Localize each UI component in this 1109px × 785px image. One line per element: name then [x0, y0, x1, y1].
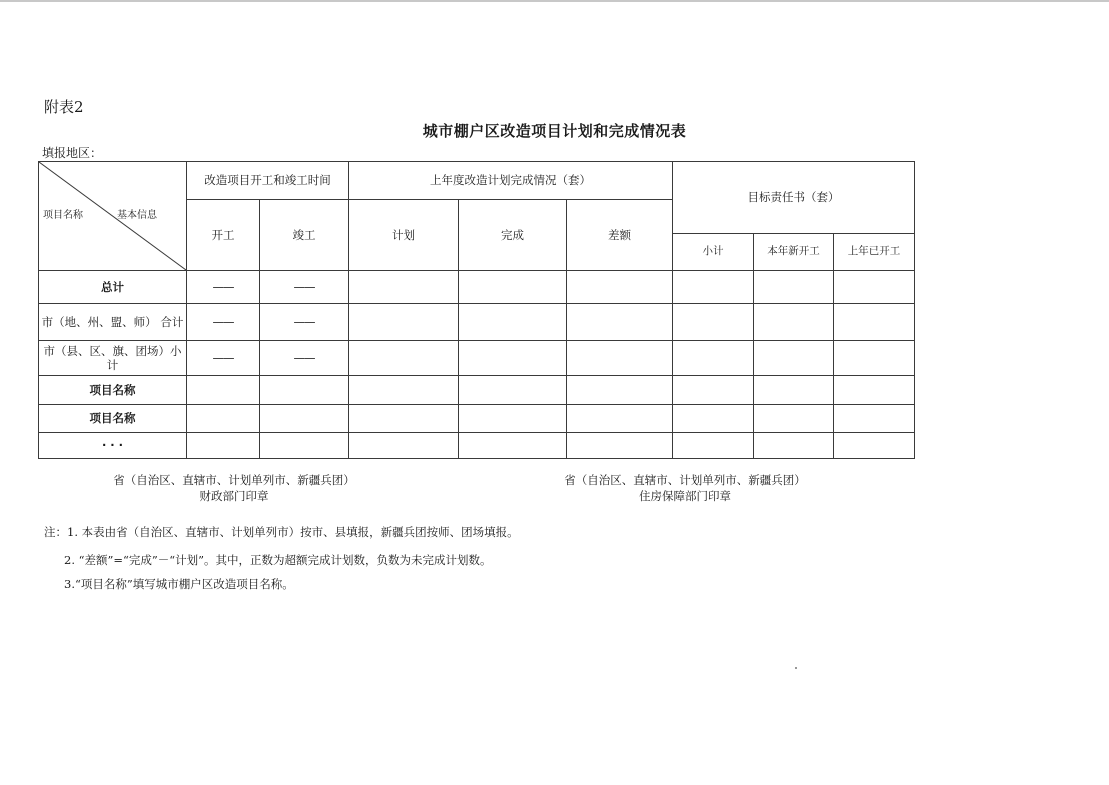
diff-cell: [567, 341, 673, 376]
start-cell: [187, 376, 260, 405]
complete-cell: [459, 376, 567, 405]
table-row: [39, 304, 915, 341]
subtotal-cell: [673, 341, 754, 376]
header-target-group: 目标责任书（套）: [673, 162, 915, 234]
finance-seal-line1: 省（自治区、直辖市、计划单列市、新疆兵团）: [113, 473, 355, 487]
started-last-year-cell: [834, 376, 915, 405]
header-started-last-year: 上年已开工: [834, 234, 915, 271]
header-new-this-year: 本年新开工: [754, 234, 834, 271]
plan-cell: [349, 304, 459, 341]
housing-seal-line2: 住房保障部门印章: [639, 489, 731, 504]
housing-seal-block: [495, 472, 875, 504]
row-label: 市（地、州、盟、师） 合计: [39, 304, 187, 341]
row-label: 市（县、区、旗、团场）小计: [39, 341, 187, 376]
started-last-year-cell: [834, 271, 915, 304]
started-last-year-cell: [834, 341, 915, 376]
new-this-year-cell: [754, 341, 834, 376]
plan-cell: [349, 433, 459, 459]
row-label: 项目名称: [39, 376, 187, 405]
finance-seal-line2: 财政部门印章: [199, 489, 269, 504]
subtotal-cell: [673, 376, 754, 405]
finish-cell: [260, 433, 349, 459]
plan-cell: [349, 341, 459, 376]
plan-cell: [349, 405, 459, 433]
start-cell: ——: [187, 304, 260, 341]
complete-cell: [459, 433, 567, 459]
table-row: [39, 405, 915, 433]
housing-seal-line1: 省（自治区、直辖市、计划单列市、新疆兵团）: [564, 473, 806, 487]
complete-cell: [459, 271, 567, 304]
diff-cell: [567, 405, 673, 433]
new-this-year-cell: [754, 376, 834, 405]
subtotal-cell: [673, 433, 754, 459]
row-label: 项目名称: [39, 405, 187, 433]
subtotal-cell: [673, 304, 754, 341]
subtotal-cell: [673, 271, 754, 304]
new-this-year-cell: [754, 405, 834, 433]
table-row: [39, 341, 915, 376]
start-cell: ——: [187, 271, 260, 304]
table-row: [39, 376, 915, 405]
annex-label: 附表2: [44, 98, 84, 116]
finish-cell: [260, 376, 349, 405]
plan-cell: [349, 376, 459, 405]
corner-label-basic-info: 基本信息: [117, 210, 157, 221]
scan-speck: [795, 667, 797, 669]
started-last-year-cell: [834, 304, 915, 341]
header-start: 开工: [187, 200, 260, 271]
finish-cell: ——: [260, 341, 349, 376]
finish-cell: ——: [260, 271, 349, 304]
complete-cell: [459, 405, 567, 433]
row-label: · · ·: [39, 433, 187, 459]
header-last-year-group: 上年度改造计划完成情况（套）: [349, 162, 673, 200]
new-this-year-cell: [754, 433, 834, 459]
complete-cell: [459, 304, 567, 341]
new-this-year-cell: [754, 271, 834, 304]
started-last-year-cell: [834, 405, 915, 433]
document-title: 城市棚户区改造项目计划和完成情况表: [422, 122, 687, 140]
diff-cell: [567, 376, 673, 405]
diff-cell: [567, 271, 673, 304]
header-time-group: 改造项目开工和竣工时间: [187, 162, 349, 200]
header-finish: 竣工: [260, 200, 349, 271]
note-3: 3.“项目名称”填写城市棚户区改造项目名称。: [64, 577, 294, 591]
start-cell: [187, 405, 260, 433]
diagonal-header-cell: [39, 162, 187, 271]
start-cell: ——: [187, 341, 260, 376]
plan-cell: [349, 271, 459, 304]
scan-edge-line: [0, 0, 1109, 2]
diff-cell: [567, 304, 673, 341]
note-2: 2. “差额”=“完成”－“计划”。其中，正数为超额完成计划数，负数为未完成计划数。: [64, 553, 492, 567]
header-plan: 计划: [349, 200, 459, 271]
corner-label-project-name: 项目名称: [43, 210, 83, 221]
header-subtotal: 小计: [673, 234, 754, 271]
finance-seal-block: [44, 472, 424, 504]
table-row: [39, 433, 915, 459]
finish-cell: [260, 405, 349, 433]
note-1: 注：1. 本表由省（自治区、直辖市、计划单列市）按市、县填报，新疆兵团按师、团场填报。: [44, 525, 519, 539]
table-row: [39, 271, 915, 304]
subtotal-cell: [673, 405, 754, 433]
header-complete: 完成: [459, 200, 567, 271]
plan-completion-table: [38, 161, 915, 459]
diff-cell: [567, 433, 673, 459]
start-cell: [187, 433, 260, 459]
header-diff: 差额: [567, 200, 673, 271]
finish-cell: ——: [260, 304, 349, 341]
row-label: 总计: [39, 271, 187, 304]
complete-cell: [459, 341, 567, 376]
started-last-year-cell: [834, 433, 915, 459]
new-this-year-cell: [754, 304, 834, 341]
fill-region-label: 填报地区：: [42, 146, 103, 160]
